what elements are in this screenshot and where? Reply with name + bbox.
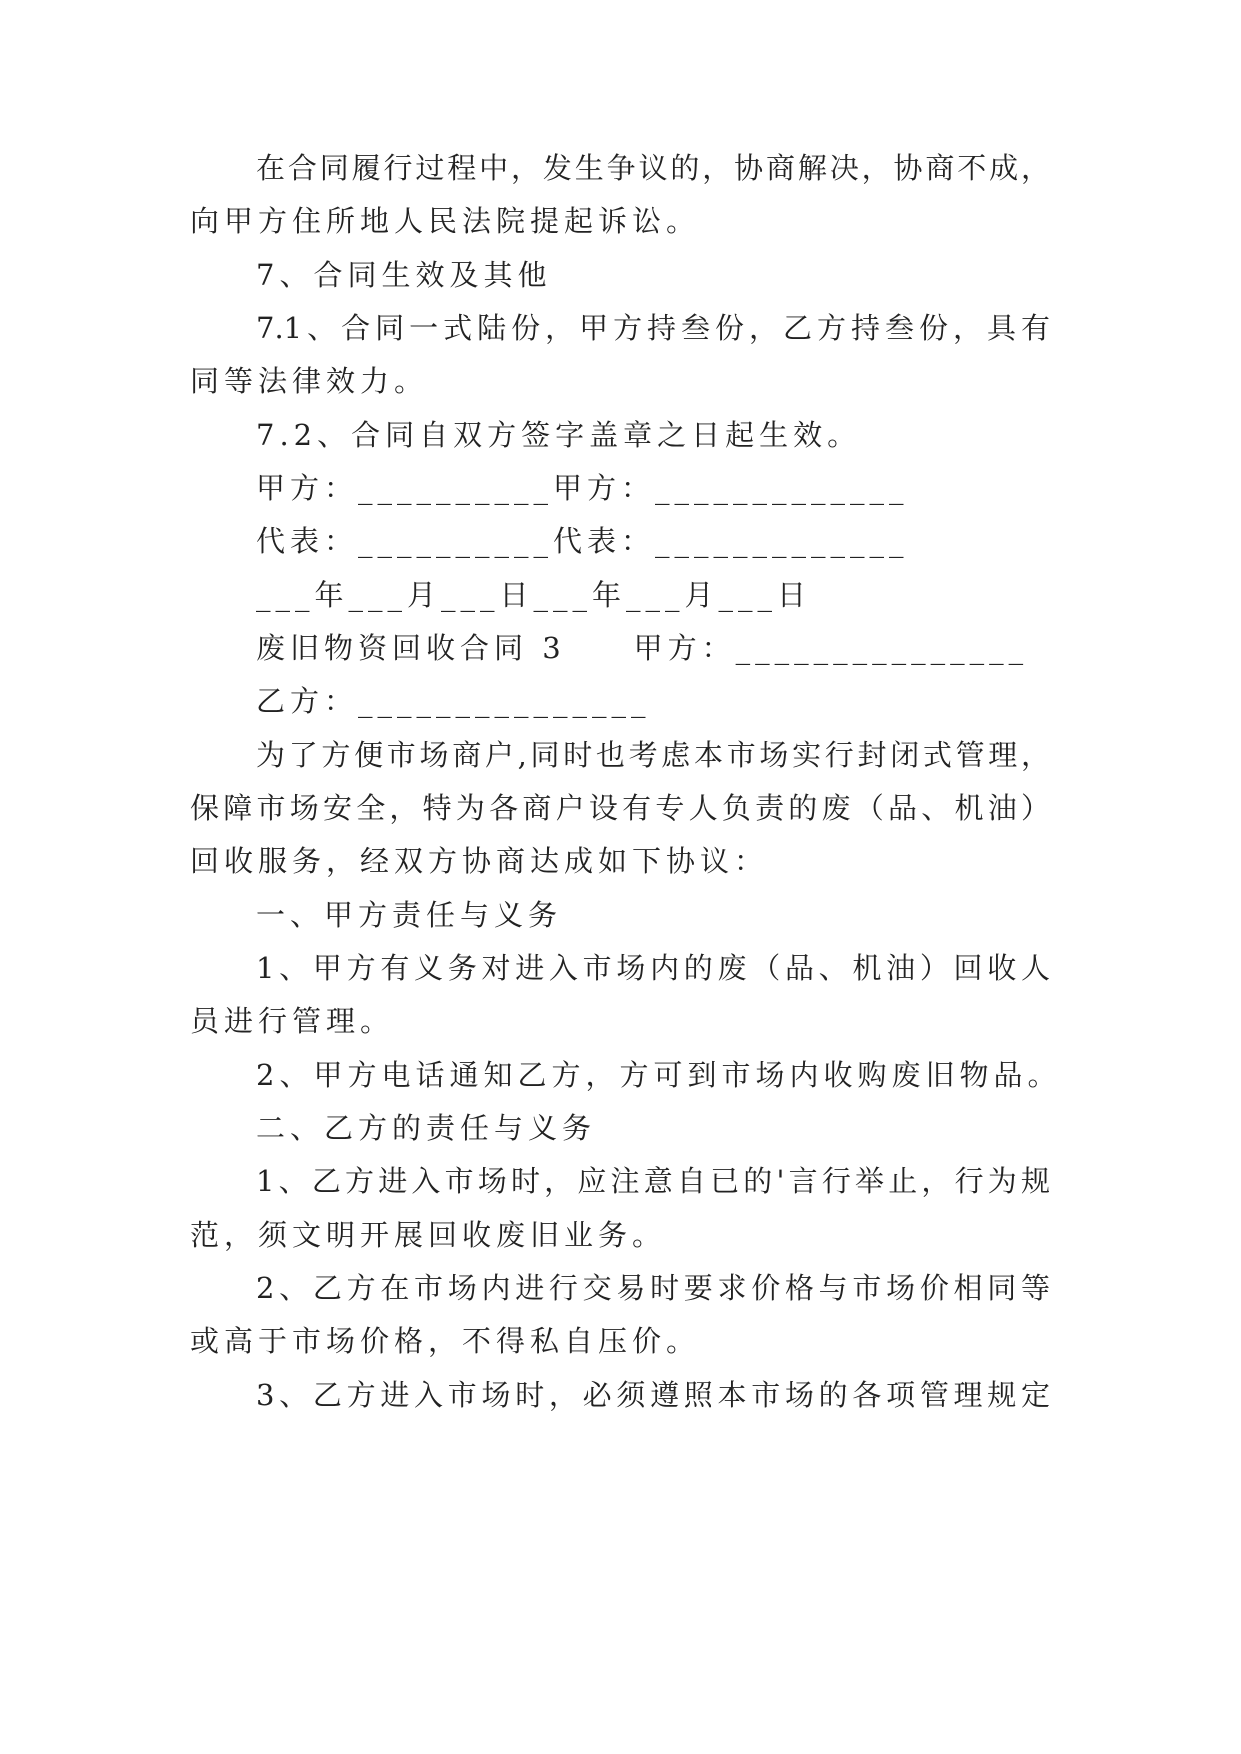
contract-title-line: 废旧物资回收合同 3 甲方：_______________ — [256, 631, 1029, 665]
paragraph-line: 2、甲方电话通知乙方，方可到市场内收购废旧物品。 — [256, 1058, 1062, 1092]
paragraph-line: 1、乙方进入市场时，应注意自已的'言行举止，行为规 — [256, 1164, 1050, 1198]
paragraph-line: 同等法律效力。 — [190, 364, 429, 398]
paragraph-line: 7.1、合同一式陆份，甲方持叁份，乙方持叁份，具有 — [256, 311, 1050, 345]
paragraph-line: 在合同履行过程中，发生争议的，协商解决，协商不成， — [256, 151, 1050, 185]
signature-line: 乙方：_______________ — [256, 684, 651, 718]
signature-line: 代表：__________代表：_____________ — [256, 524, 909, 558]
paragraph-line: 7.2、合同自双方签字盖章之日起生效。 — [256, 418, 862, 452]
paragraph-line: 或高于市场价格，不得私自压价。 — [190, 1324, 701, 1358]
paragraph-line: 2、乙方在市场内进行交易时要求价格与市场价相同等 — [256, 1271, 1050, 1305]
paragraph-line: 回收服务，经双方协商达成如下协议： — [190, 844, 769, 878]
signature-line: 甲方：__________甲方：_____________ — [256, 471, 909, 505]
paragraph-line: 范，须文明开展回收废旧业务。 — [190, 1218, 667, 1252]
paragraph-line: 保障市场安全，特为各商户设有专人负责的废（品、机油） — [190, 791, 1050, 825]
paragraph-line: 1、甲方有义务对进入市场内的废（品、机油）回收人 — [256, 951, 1050, 985]
section-heading: 二、乙方的责任与义务 — [256, 1111, 597, 1145]
section-heading: 一、甲方责任与义务 — [256, 898, 563, 932]
paragraph-line: 为了方便市场商户,同时也考虑本市场实行封闭式管理， — [256, 738, 1050, 772]
paragraph-line: 3、乙方进入市场时，必须遵照本市场的各项管理规定 — [256, 1378, 1050, 1412]
date-line: ___年___月___日___年___月___日 — [256, 578, 812, 612]
paragraph-line: 向甲方住所地人民法院提起诉讼。 — [190, 204, 701, 238]
section-heading: 7、合同生效及其他 — [256, 258, 552, 292]
paragraph-line: 员进行管理。 — [190, 1004, 395, 1038]
